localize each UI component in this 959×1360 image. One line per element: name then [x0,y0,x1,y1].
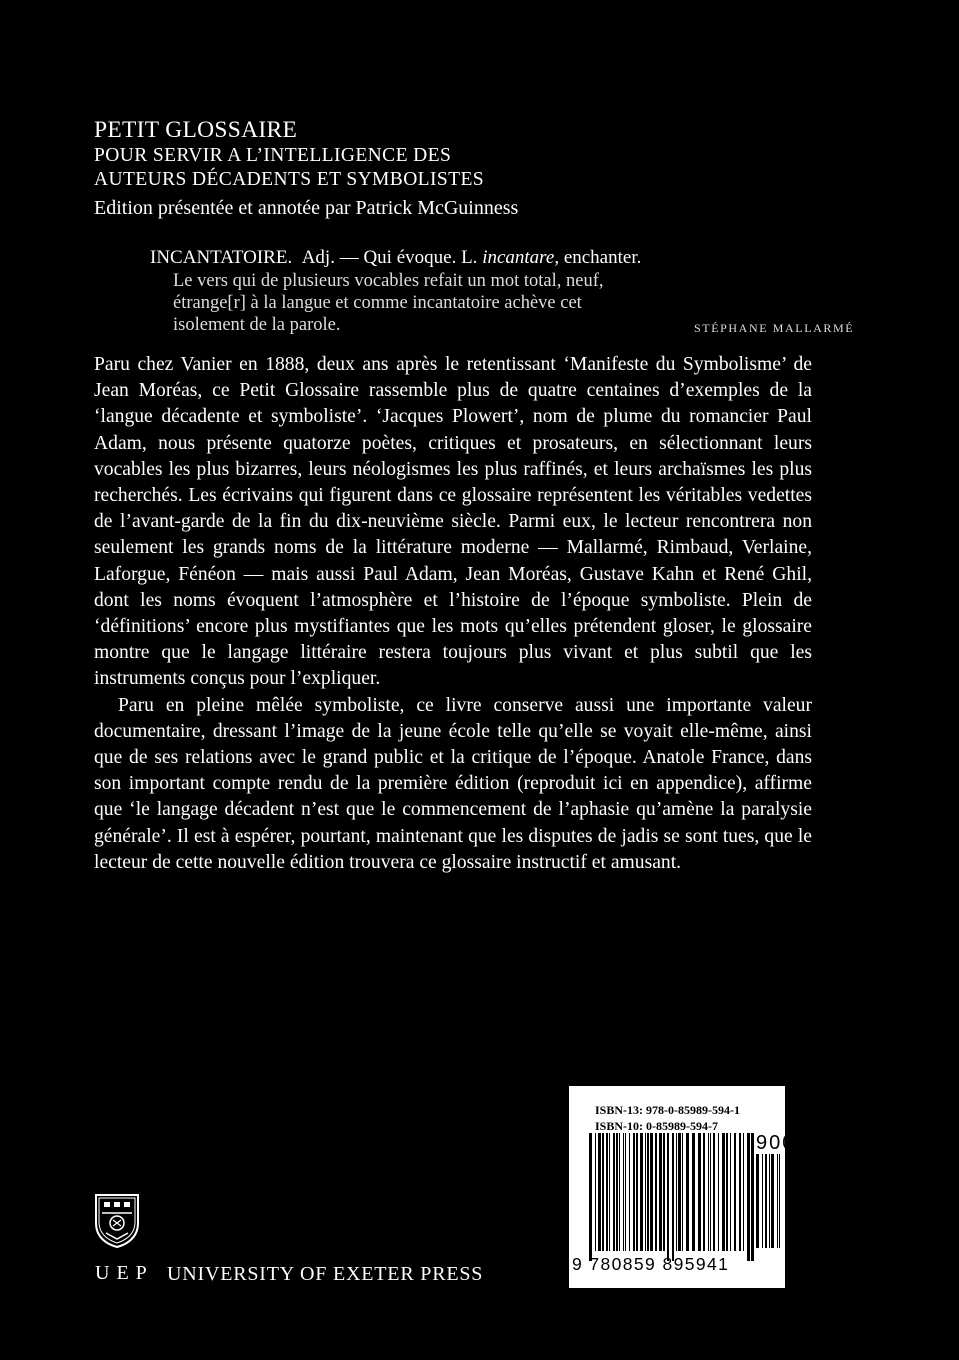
entry-pos: Adj. [301,247,335,268]
quote-line: isolement de la parole. [173,315,341,335]
subtitle-line-1: POUR SERVIR A L’INTELLIGENCE DES [94,145,452,166]
entry-headword: INCANTATOIRE. [150,247,293,268]
ean-barcode-bars [589,1133,754,1261]
glossary-entry [150,246,790,270]
university-crest-icon [94,1193,140,1249]
blurb [94,352,812,876]
entry-definition: — Qui évoque. L. [334,247,483,268]
isbn-10: ISBN-10: 0-85989-594-7 [595,1119,718,1133]
editor-credit: Edition présentée et annotée par Patrick McGuinness [94,197,519,219]
entry-etymon: incantare [482,247,555,268]
price-code: 90000 [756,1132,822,1154]
blurb-paragraph-1: Paru chez Vanier en 1888, deux ans après le retentissant ‘Manifeste du Symbolisme’ de Jean Moréas, ce Petit Glossaire rassemble plus de quatre centaines d’exemples de la ‘langue décadente et symboliste’. ‘Jacques Plowert’, nom de plume du romancier Paul Adam, nous présente quatorze poètes, critiques et prosateurs, en sélectionnant leurs vocables les plus bizarres, leurs néologismes les plus raffinés, et leurs archaïsmes les plus recherchés. Les écrivains qui figurent dans ce glossaire représentent les véritables vedettes de l’avant-garde de la fin du dix-neuvième siècle. Parmi eux, le lecteur rencontrera non seulement les grands noms de la littérature moderne — Mallarmé, Rimbaud, Verlaine, Laforgue, Fénéon — mais aussi Paul Adam, Jean Moréas, Gustave Kahn et René Ghil, dont les noms évoquent l’atmosphère et l’histoire de l’époque symboliste. Plein de ‘définitions’ encore plus mystifiantes que les mots qu’elles prétendent gloser, le glossaire montre que le langage littéraire restera toujours plus vivant et plus subtil que les instruments conçus pour l’expliquer. [94,354,812,690]
blurb-paragraph-2: Paru en pleine mêlée symboliste, ce livre conserve aussi une importante valeur documentaire, dressant l’image de la jeune école telle qu’elle se voyait elle-même, ainsi que de ses relations avec le grand public et la critique de l’époque. Anatole France, dans son important compte rendu de la première édition (reproduit ici en appendice), affirme que ‘le langage décadent n’est que le commencement de l’aphasie qu’amène la paralysie générale’. Il est à espérer, pourtant, maintenant que les disputes de jadis se sont tues, que le lecteur de cette nouvelle édition trouvera ce glossaire instructif et amusant. [94,694,812,873]
quote-line: étrange[r] à la langue et comme incantatoire achève cet [173,293,582,313]
barcode-box [569,1086,822,1288]
epigraph-quote [173,270,773,336]
addon-barcode-bars [756,1154,782,1258]
quote-author: STÉPHANE MALLARMÉ [694,321,855,335]
ean-digits: 9 780859 895941 [572,1254,730,1274]
book-title: PETIT GLOSSAIRE [94,117,298,143]
epigraph [150,246,855,335]
subtitle-line-2: AUTEURS DÉCADENTS ET SYMBOLISTES [94,169,485,190]
entry-gloss: , enchanter. [554,247,642,268]
isbn-13: ISBN-13: 978-0-85989-594-1 [595,1103,740,1117]
publisher-name: UNIVERSITY OF EXETER PRESS [167,1263,484,1285]
publisher-initials: UEP [95,1262,154,1284]
quote-line: Le vers qui de plusieurs vocables refait un mot total, neuf, [173,271,604,291]
title-block [94,116,874,221]
